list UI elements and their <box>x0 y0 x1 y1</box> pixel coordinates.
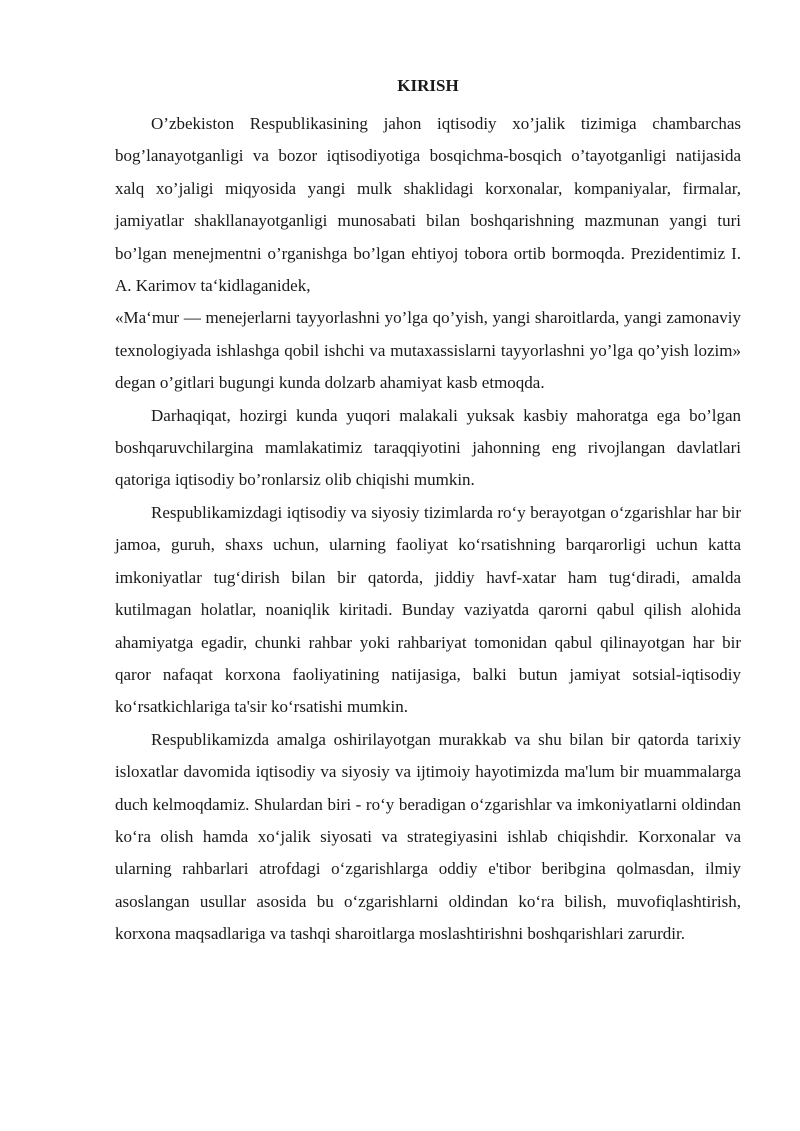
paragraph-respublikamizdagi: Respublikamizdagi iqtisodiy va siyosiy tizimlarda ro‘y berayotgan o‘zgarishlar har bir jamoa, guruh, shaxs uchun, ularning faoliyat ko‘rsatishning barqarorligi uchun katta imkoniyatlar tug‘dirish bilan bir qatorda, jiddiy havf-xatar ham tug‘diradi, amalda kutilmagan holatlar, noaniqlik kiritadi. Bunday vaziyatda qarorni qabul qilish alohida ahamiyatga egadir, chunki rahbar yoki rahbariyat tomonidan qabul qilinayotgan har bir qaror nafaqat korxona faoliyatining natijasiga, balki butun jamiyat sotsial-iqtisodiy ko‘rsatkichlariga ta'sir ko‘rsatishi mumkin. <box>115 502 741 717</box>
document-body <box>115 66 741 951</box>
paragraph-quote: «Ma‘mur — menejerlarni tayyorlashni yo’lga qo’yish, yangi sharoitlarda, yangi zamonaviy texnologiyada ishlashga qobil ishchi va mutaxassislarni tayyorlashni yo’lga qo’yish lozim» degan o’gitlari bugungi kunda dolzarb ahamiyat kasb etmoqda. <box>115 308 741 393</box>
paragraph-respublikamizda: Respublikamizda amalga oshirilayotgan murakkab va shu bilan bir qatorda tarixiy isloxatlar davomida iqtisodiy va siyosiy va ijtimoiy hayotimizda ma'lum bir muammalarga duch kelmoqdamiz. Shulardan biri - ro‘y beradigan o‘zgarishlar va imkoniyatlarni oldindan ko‘ra olish hamda xo‘jalik siyosati va strategiyasini ishlab chiqishdir. Korxonalar va ularning rahbarlari atrofdagi o‘zgarishlarga oddiy e'tibor beribgina qolmasdan, ilmiy asoslangan usullar asosida bu o‘zgarishlarni oldindan ko‘ra bilish, muvofiqlashtirish, korxona maqsadlariga va tashqi sharoitlarga moslashtirishni boshqarishlari zarurdir. <box>115 729 741 944</box>
paragraph-darhaqiqat: Darhaqiqat, hozirgi kunda yuqori malakali yuksak kasbiy mahoratga ega bo’lgan boshqaruvchilargina mamlakatimiz taraqqiyotini jahonning eng rivojlangan davlatlari qatoriga iqtisodiy bo’ronlarsiz olib chiqishi mumkin. <box>115 405 741 490</box>
section-title: KIRISH <box>397 76 459 95</box>
paragraph-intro: O’zbekiston Respublikasining jahon iqtisodiy xo’jalik tizimiga chambarchas bog’lanayotganligi va bozor iqtisodiyotiga bosqichma-bosqich o’tayotganligi natijasida xalq xo’jaligi miqyosida yangi mulk shaklidagi korxonalar, kompaniyalar, firmalar, jamiyatlar shakllanayotganligi munosabati bilan boshqarishning mazmunan yangi turi bo’lgan menejmentni o’rganishga bo’lgan ehtiyoj tobora ortib bormoqda. Prezidentimiz I. A. Karimov ta‘kidlaganidek, <box>115 114 741 296</box>
